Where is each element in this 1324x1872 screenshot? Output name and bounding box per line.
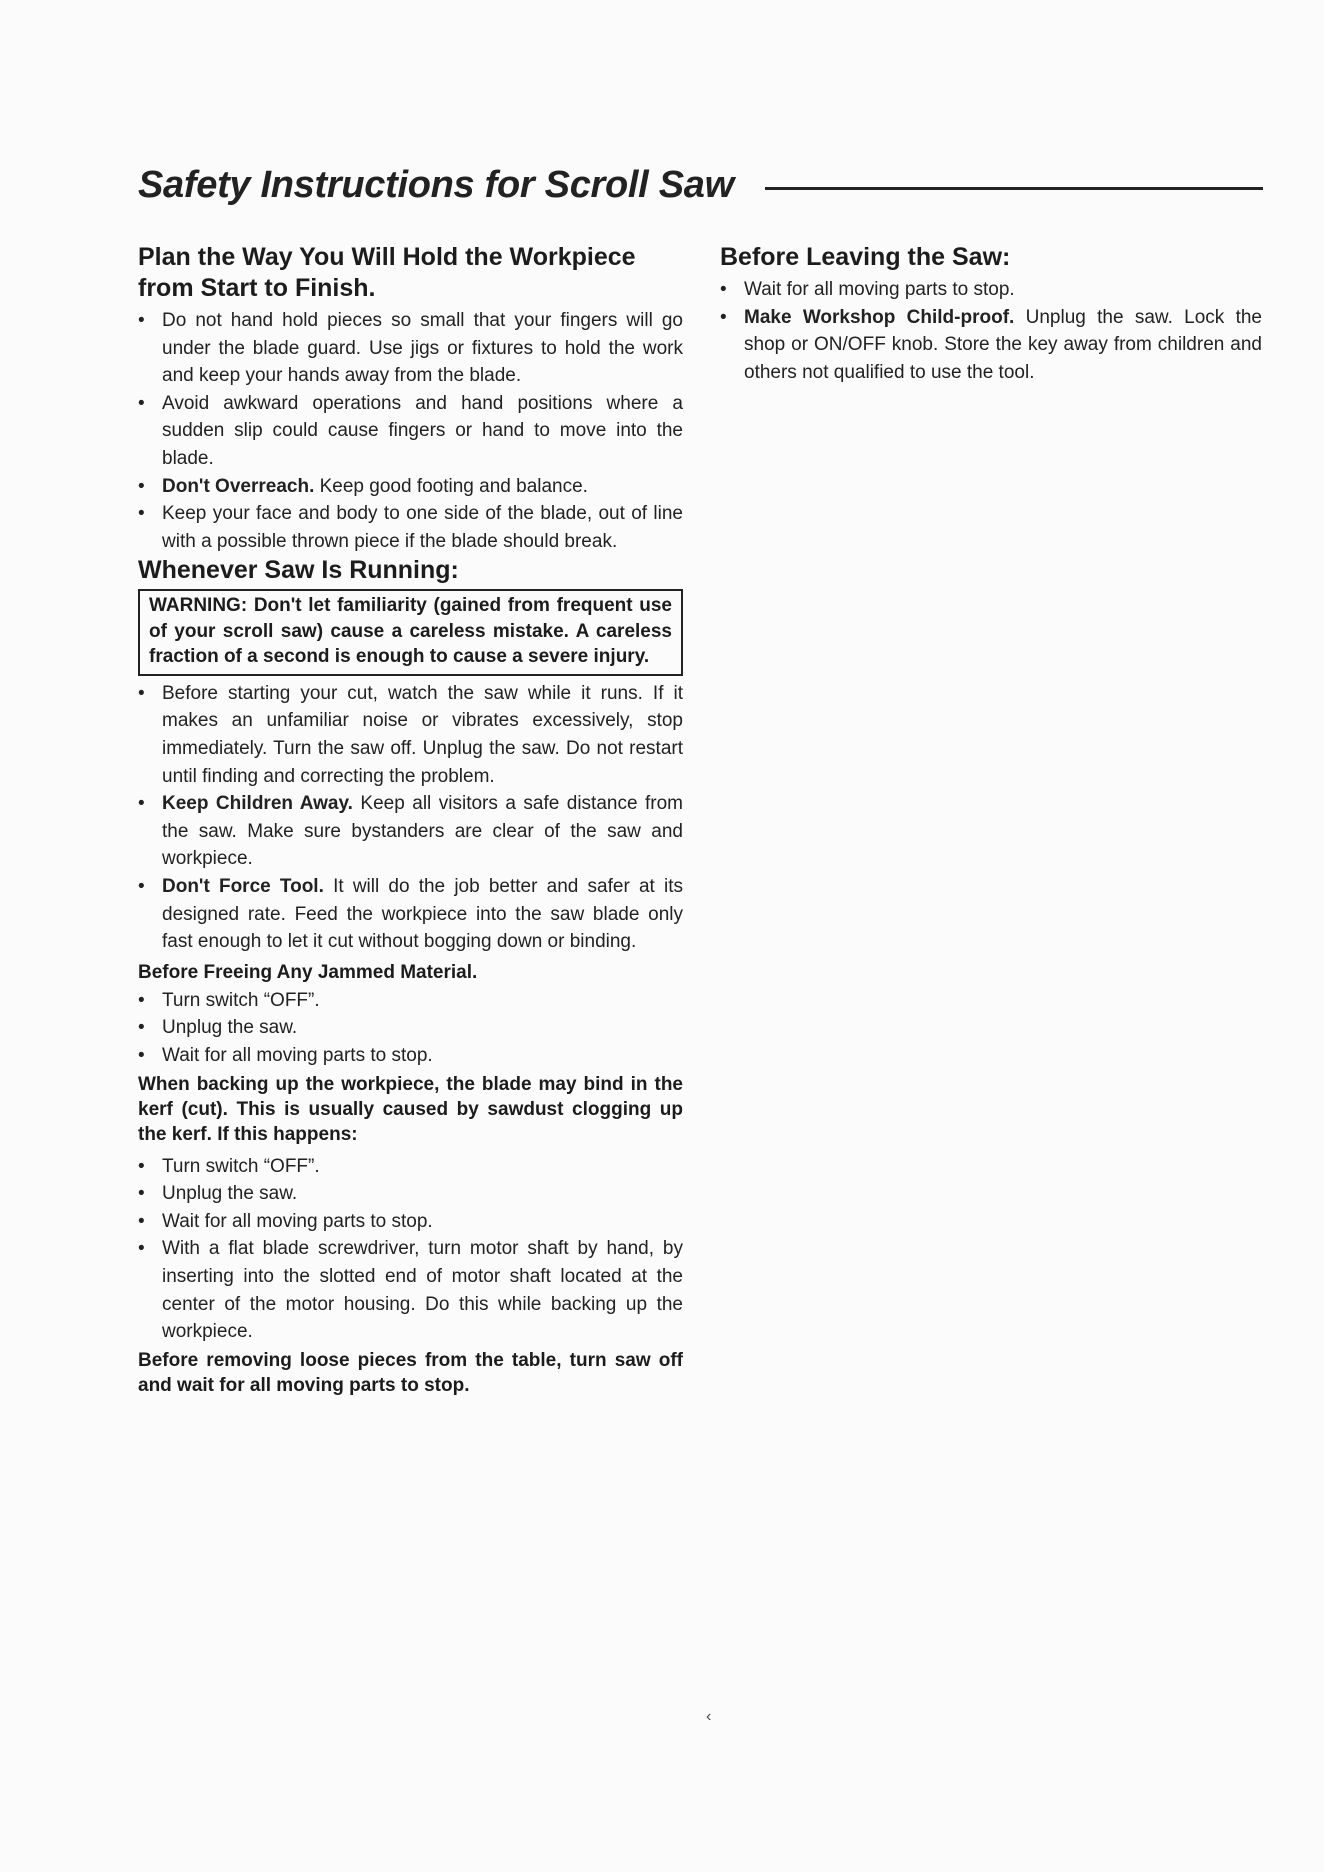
running-heading: Whenever Saw Is Running: [138, 556, 459, 585]
bullet-text: Wait for all moving parts to stop. [162, 1044, 433, 1066]
bullet-text: Unplug the saw. [162, 1017, 298, 1039]
jam-heading: Before Freeing Any Jammed Material. [138, 961, 478, 983]
bullet-item [138, 680, 683, 790]
bullet-text: Do not hand hold pieces so small that your fingers will go under the blade guard. Use jigs or fixtures to hold the work and keep your hands away from the blade. [162, 310, 683, 387]
bullet-item [720, 276, 1262, 304]
bullet-item [138, 500, 683, 555]
bullet-item [138, 1235, 683, 1345]
bullet-item [138, 473, 683, 501]
bullet-item [138, 987, 683, 1015]
leaving-bullets [720, 276, 1262, 386]
loose-pieces-paragraph: Before removing loose pieces from the table, turn saw off and wait for all moving parts to stop. [138, 1349, 683, 1396]
bullet-item [720, 304, 1262, 387]
title-rule [765, 187, 1263, 190]
leaving-heading: Before Leaving the Saw: [720, 243, 1011, 271]
running-bullets [138, 680, 683, 956]
bullet-bold-lead: Don't Force Tool. [162, 876, 324, 897]
page-title: Safety Instructions for Scroll Saw [138, 164, 734, 206]
bullet-bold-lead: Keep Children Away. [162, 793, 353, 815]
bullet-text: Keep your face and body to one side of the blade, out of line with a possible thrown piece if the blade should break. [162, 503, 683, 552]
page-mark: ‹ [706, 1708, 712, 1725]
bullet-item [138, 873, 683, 956]
bullet-text: Before starting your cut, watch the saw while it runs. If it makes an unfamiliar noise or vibrates excessively, stop immediately. Turn the saw off. Unplug the saw. Do not restart until finding and correcting the problem. [162, 682, 683, 787]
bullet-item [138, 1208, 683, 1236]
bullet-bold-lead: Don't Overreach. [162, 475, 315, 497]
warning-box: WARNING: Don't let familiarity (gained from frequent use of your scroll saw) cause a careless mistake. A careless fraction of a second is enough to cause a severe injury. [138, 589, 683, 676]
bullet-text: Turn switch “OFF”. [162, 1155, 320, 1177]
bullet-text: It will do the job better and safer at its designed rate. Feed the workpiece into the saw blade only fast enough to let it cut without bogging down or binding. [162, 876, 683, 953]
bullet-item [138, 1014, 683, 1042]
bullet-bold-lead: Make Workshop Child-proof. [744, 306, 1015, 328]
bullet-text: With a flat blade screwdriver, turn motor shaft by hand, by inserting into the slotted end of motor shaft located at the center of the motor housing. Do this while backing up the workpiece. [162, 1238, 683, 1343]
backing-bullets [138, 1153, 683, 1346]
bullet-item [138, 390, 683, 473]
backing-paragraph: When backing up the workpiece, the blade may bind in the kerf (cut). This is usually caused by sawdust clogging up the kerf. If this happens: [138, 1073, 683, 1145]
right-column [720, 242, 1262, 386]
bullet-text: Unplug the saw. [162, 1183, 298, 1205]
bullet-text: Keep good footing and balance. [314, 475, 588, 497]
bullet-text: Wait for all moving parts to stop. [162, 1210, 433, 1232]
jam-bullets [138, 987, 683, 1070]
bullet-text: Unplug the saw. Lock the shop or ON/OFF knob. Store the key away from children and others not qualified to use the tool. [744, 306, 1262, 383]
plan-heading: Plan the Way You Will Hold the Workpiece from Start to Finish. [138, 243, 636, 302]
bullet-item [138, 307, 683, 390]
bullet-item [138, 790, 683, 873]
bullet-text: Wait for all moving parts to stop. [744, 279, 1015, 300]
bullet-text: Turn switch “OFF”. [162, 989, 320, 1011]
bullet-text: Avoid awkward operations and hand positions where a sudden slip could cause fingers or hand to move into the blade. [162, 392, 683, 469]
plan-bullets [138, 307, 683, 555]
page-title-row [138, 160, 1263, 210]
bullet-item [138, 1180, 683, 1208]
bullet-item [138, 1153, 683, 1181]
left-column [138, 242, 683, 1404]
bullet-item [138, 1042, 683, 1070]
bullet-text: Keep all visitors a safe distance from the saw. Make sure bystanders are clear of the saw and workpiece. [162, 793, 684, 870]
